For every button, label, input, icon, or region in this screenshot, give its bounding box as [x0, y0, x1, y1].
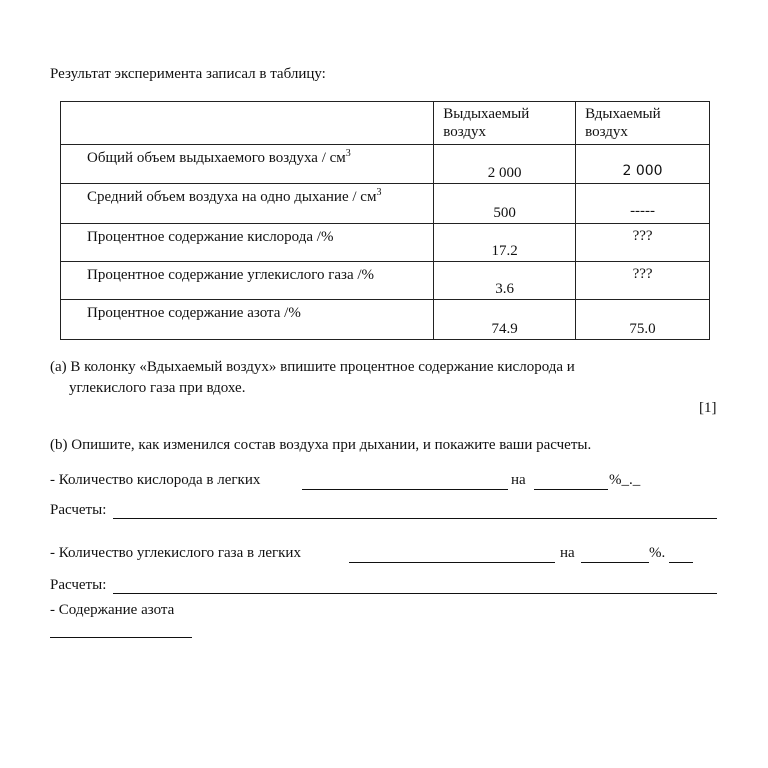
question-b-text: (b) Опишите, как изменился состав воздуха при дыхании, и покажите ваши расчеты. — [50, 437, 592, 453]
results-table — [60, 101, 710, 340]
table-row — [61, 145, 710, 184]
percent-dot-2: %. — [649, 545, 666, 561]
table-row — [61, 184, 710, 224]
inhaled-value: 75.0 — [629, 321, 656, 337]
co2-label: - Количество углекислого газа в легких — [50, 545, 301, 561]
calc-answer-line-1[interactable] — [113, 518, 717, 519]
co2-decimal-blank[interactable] — [669, 562, 693, 563]
exhaled-value: 2 000 — [487, 165, 522, 181]
inhaled-value: 2 000 — [622, 163, 663, 179]
exhaled-value: 17.2 — [491, 243, 518, 259]
row-label: Средний объем воздуха на одно дыхание / см — [87, 189, 377, 205]
row-label: Процентное содержание кислорода /% — [87, 229, 334, 245]
row-label: Процентное содержание углекислого газа /% — [87, 267, 375, 283]
question-a-line2: углекислого газа при вдохе. — [69, 380, 246, 396]
exhaled-value: 74.9 — [491, 321, 518, 337]
header-exhaled: Выдыхаемый воздух — [434, 102, 576, 145]
intro-text: Результат эксперимента записал в таблицу: — [50, 66, 326, 82]
oxygen-label: - Количество кислорода в легких — [50, 472, 261, 488]
percent-dot-1: %_._ — [609, 472, 641, 488]
nitrogen-answer-line[interactable] — [50, 637, 192, 638]
table-row — [61, 224, 710, 262]
table-header-row — [61, 102, 710, 145]
nitrogen-label: - Содержание азота — [50, 602, 175, 618]
question-a-marks: [1] — [699, 400, 717, 416]
co2-percent-blank[interactable] — [581, 562, 649, 563]
table-row — [61, 262, 710, 300]
question-a-line1: (a) В колонку «Вдыхаемый воздух» впишите процентное содержание кислорода и — [50, 359, 575, 375]
row-label-sup: 3 — [376, 187, 382, 198]
row-label: Процентное содержание азота /% — [87, 305, 301, 321]
calc-label-1: Расчеты: — [50, 502, 107, 518]
calc-label-2: Расчеты: — [50, 577, 107, 593]
on-word-2: на — [560, 545, 575, 561]
inhaled-value: ----- — [630, 203, 656, 219]
inhaled-value: ??? — [632, 228, 653, 244]
inhaled-value: ??? — [632, 266, 653, 282]
co2-answer-blank[interactable] — [349, 562, 555, 563]
on-word-1: на — [511, 472, 526, 488]
calc-answer-line-2[interactable] — [113, 593, 717, 594]
header-empty-cell — [61, 102, 434, 145]
header-inhaled: Вдыхаемый воздух — [576, 102, 710, 145]
exhaled-value: 3.6 — [495, 281, 515, 297]
table-row — [61, 300, 710, 340]
exhaled-value: 500 — [493, 205, 516, 221]
row-label-sup: 3 — [345, 148, 351, 159]
oxygen-percent-blank[interactable] — [534, 489, 608, 490]
row-label: Общий объем выдыхаемого воздуха / см — [87, 150, 346, 166]
oxygen-answer-blank[interactable] — [302, 489, 508, 490]
